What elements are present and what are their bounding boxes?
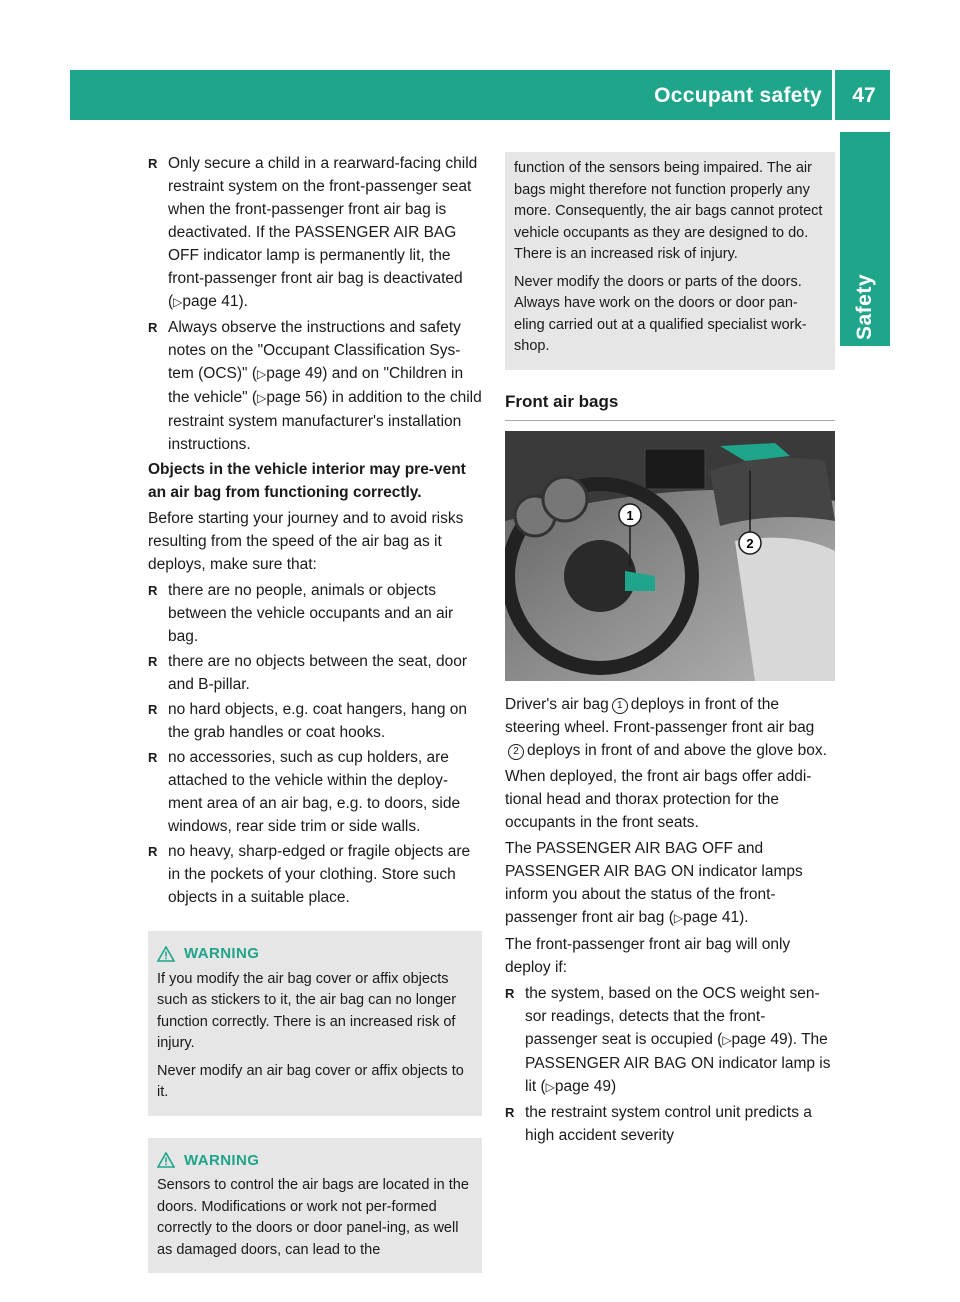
warning-box xyxy=(148,1138,482,1274)
left-column xyxy=(148,152,482,1273)
list-item: R there are no people, animals or objects between the vehicle occupants and an air bag. xyxy=(148,579,482,648)
section-heading: Front air bags xyxy=(505,390,835,421)
airbag-figure xyxy=(505,431,835,681)
dashboard-illustration xyxy=(505,431,835,681)
warning-box-continued xyxy=(505,152,835,370)
warning-text: Never modify an air bag cover or affix objects to it. xyxy=(157,1062,464,1100)
page-ref-arrow-icon: ▷ xyxy=(673,910,684,925)
list-item: R Always observe the instructions and safety notes on the "Occupant Classification Sys-tem (OCS)" (▷page 49) and on "Children in the vehicle" (▷page 56) in addition to the child restraint system manufacturer's installation instructions. xyxy=(148,316,482,456)
list-item: R no heavy, sharp-edged or fragile objects are in the pockets of your clothing. Store such objects in a suitable place. xyxy=(148,840,482,909)
page-link[interactable]: page 49 xyxy=(266,365,323,382)
warning-triangle-icon xyxy=(157,946,175,962)
callout-1-icon: 1 xyxy=(612,698,628,714)
page-link[interactable]: page 41 xyxy=(182,293,239,310)
list-item: R Only secure a child in a rearward-facing child restraint system on the front-passenger seat when the front-passenger front air bag is deactivated. If the PASSENGER AIR BAG OFF indicator lamp is permanently lit, the front-passenger front air bag is deactivated (▷page 41). xyxy=(148,152,482,314)
paragraph-deployed: When deployed, the front air bags offer addi-tional head and thorax protection for the occupants in the front seats. xyxy=(505,767,812,831)
page-title: Occupant safety xyxy=(654,84,822,107)
list-item: R there are no objects between the seat, door and B-pillar. xyxy=(148,650,482,696)
warning-text: Sensors to control the air bags are located in the doors. Modifications or work not per-formed correctly to the doors or door panel-ing, as well as damaged doors, can lead to the xyxy=(157,1177,469,1258)
page-link[interactable]: page 56 xyxy=(266,389,323,406)
warning-title: WARNING xyxy=(184,1151,260,1169)
callout-1: 1 xyxy=(626,507,634,523)
right-column xyxy=(505,152,835,1149)
page-ref-arrow-icon: ▷ xyxy=(173,295,183,309)
list-item: R no accessories, such as cup holders, are attached to the vehicle within the deploy-ment area of an air bag, e.g. to doors, side windows, rear side trim or side walls. xyxy=(148,746,482,838)
warning-text: function of the sensors being impaired. The air bags might therefore not function properly any more. Consequently, the air bags cannot protect vehicle occupants as they are designed to do. There is an increased risk of injury. xyxy=(514,160,823,262)
warning-box xyxy=(148,931,482,1116)
page-ref-arrow-icon: ▷ xyxy=(257,391,267,405)
paragraph-airbags: Driver's air bag 1 deploys in front of the steering wheel. Front-passenger front air bag2 deploys in front of and above the glove box. xyxy=(505,695,827,759)
page-link[interactable]: page 49 xyxy=(731,1030,788,1048)
section-tab xyxy=(840,132,890,346)
page-ref-arrow-icon: ▷ xyxy=(545,1079,555,1094)
warning-text: Never modify the doors or parts of the doors. Always have work on the doors or door pan-eling carried out at a qualified specialist work-shop. xyxy=(514,273,807,354)
list-item: R no hard objects, e.g. coat hangers, hang on the grab handles or coat hooks. xyxy=(148,698,482,744)
bold-heading: Objects in the vehicle interior may pre-vent an air bag from functioning correctly. xyxy=(148,461,466,501)
list-item: R the system, based on the OCS weight sen-sor readings, detects that the front-passenger seat is occupied (▷page 49). The PASSENGER AIR BAG ON indicator lamp is lit (▷page 49) xyxy=(505,982,835,1099)
header-bar xyxy=(70,70,890,120)
paragraph-lamps: The PASSENGER AIR BAG OFF and PASSENGER AIR BAG ON indicator lamps inform you about the status of the front-passenger front air bag (▷page 41). xyxy=(505,839,803,926)
warning-text: If you modify the air bag cover or affix objects such as stickers to it, the air bag can no longer function correctly. There is an increased risk of injury. xyxy=(157,970,457,1051)
page-ref-arrow-icon: ▷ xyxy=(722,1032,732,1047)
header-divider xyxy=(832,70,835,120)
warning-triangle-icon xyxy=(157,1152,175,1168)
page-link[interactable]: page 41 xyxy=(683,908,740,926)
callout-2-icon: 2 xyxy=(508,744,524,760)
intro-paragraph: Before starting your journey and to avoid risks resulting from the speed of the air bag as it deploys, make sure that: xyxy=(148,510,464,573)
page-ref-arrow-icon: ▷ xyxy=(257,367,267,381)
page-number: 47 xyxy=(852,84,876,107)
page-link[interactable]: page 49 xyxy=(554,1077,611,1095)
section-tab-label: Safety xyxy=(853,273,876,340)
warning-title: WARNING xyxy=(184,945,260,962)
list-item: R the restraint system control unit predicts a high accident severity xyxy=(505,1101,835,1147)
paragraph-deploy-if: The front-passenger front air bag will only deploy if: xyxy=(505,935,791,976)
callout-2: 2 xyxy=(746,535,754,551)
